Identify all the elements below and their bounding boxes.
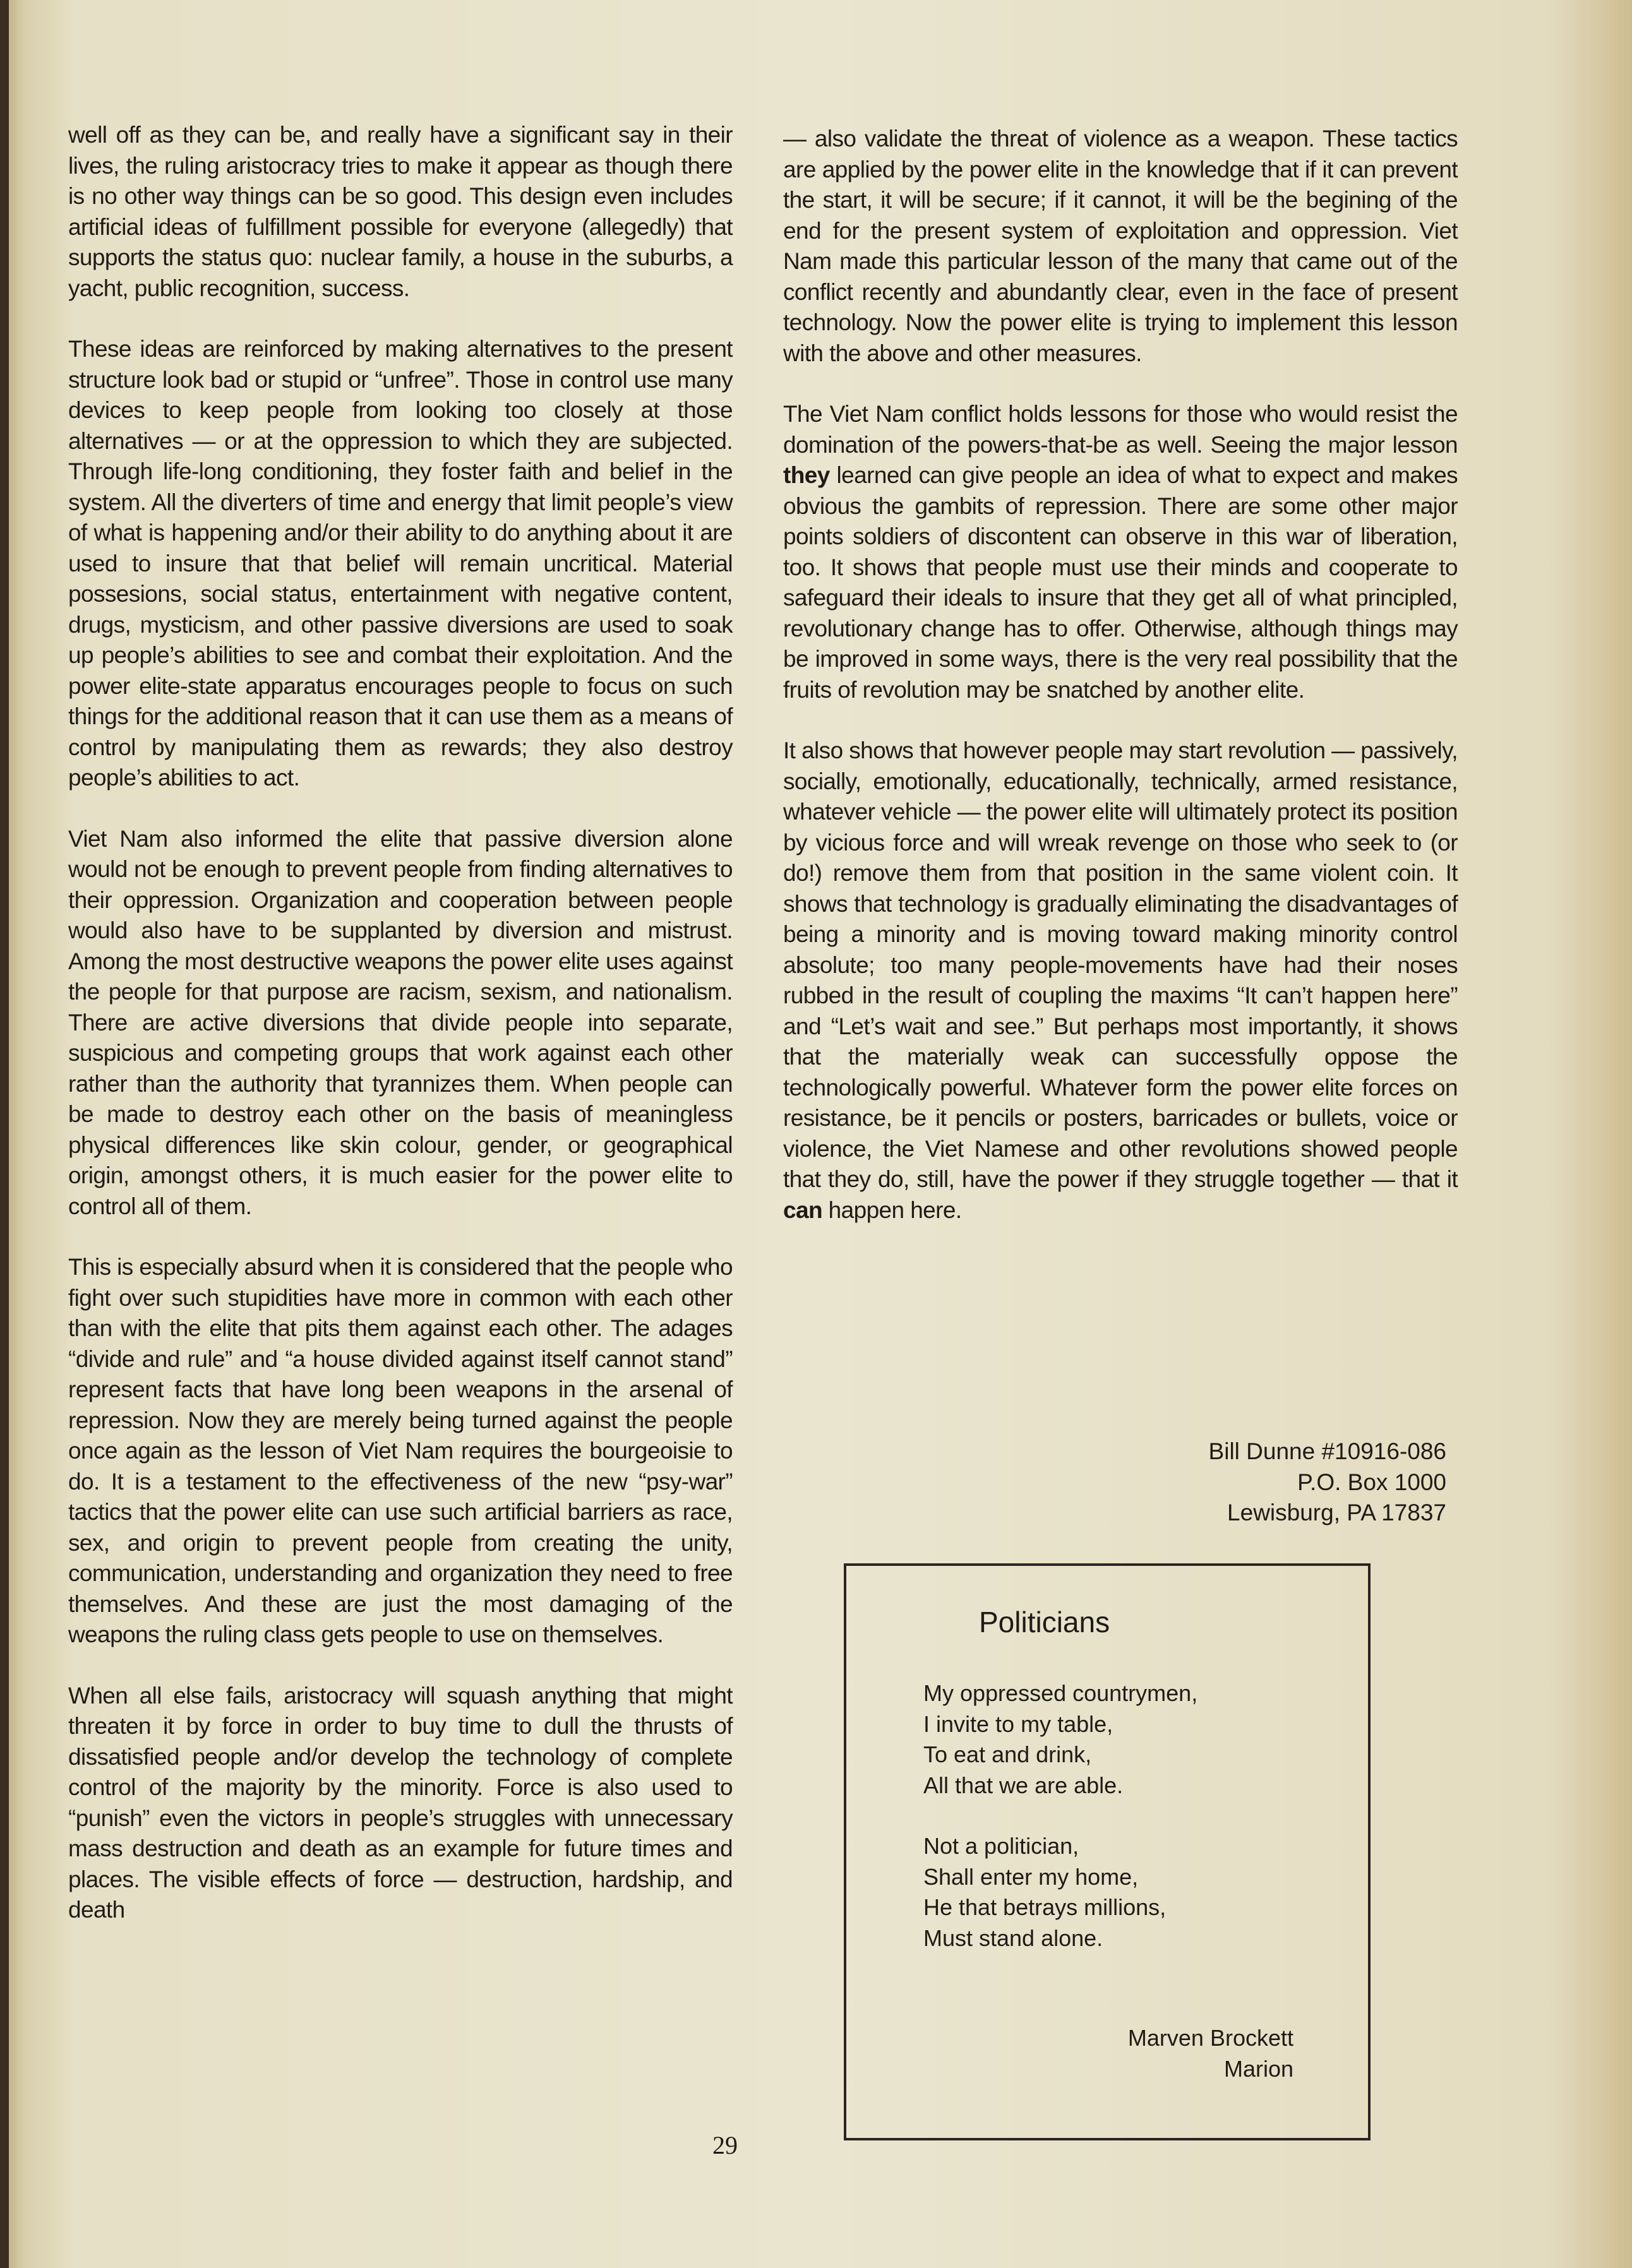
right-column [783,124,1458,1256]
poem-line: Must stand alone. [923,1925,1103,1951]
page-binding-edge [0,0,9,2268]
poem-line: To eat and drink, [923,1741,1092,1767]
emphasis: can [783,1197,822,1223]
paragraph: — also validate the threat of violence as a weapon. These tactics are applied by the power elite in the knowledge that if it can prevent the start, it will be secure; if it cannot, it will be the begining of the end for the present system of exploitation and oppression. Viet Nam made this particular lesson of the many that came out of the conflict recently and abundantly clear, even in the face of present technology. Now the power elite is trying to implement this lesson with the above and other measures. [783,126,1458,366]
text: It also shows that however people may start revolution — passively, socially, emotionally, educationally, technically, armed resistance, whatever vehicle — the power elite will ultimately protect its position by vicious force and will wreak revenge on those who seek to (or do!) remove them from that position in the same violent coin. It shows that technology is gradually eliminating the disadvantages of being a minority and is moving toward making minority control absolute; too many people-movements have had their noses rubbed in the result of coupling the maxims “It can’t happen here” and “Let’s wait and see.” But perhaps most importantly, it shows that the materially weak can successfully oppose the technologically powerful. Whatever form the power elite forces on resistance, be it pencils or posters, barricades or bullets, voice or violence, the Viet Namese and other revolutions showed people that they do, still, have the power if they struggle together — that it [783,737,1458,1192]
paragraph: These ideas are reinforced by making alternatives to the present structure look bad or stupid or “unfree”. Those in control use many devices to keep people from looking too closely at those alternatives — or at the oppression to which they are subjected. Through life-long conditioning, they foster faith and belief in the system. All the diverters of time and energy that limit people’s view of what is happening and/or their ability to do anything about it are used to insure that that belief will remain uncritical. Material possesions, social status, entertainment with negative content, drugs, mysticism, and other passive diversions are used to soak up people’s abilities to see and combat their exploitation. And the power elite-state apparatus encourages people to focus on such things for the additional reason that it can use them as a means of control by manipulating them as rewards; they also destroy people’s abilities to act. [68,336,733,791]
text: The Viet Nam conflict holds lessons for those who would resist the domination of the powers-that-be as well. Seeing the major lesson [783,401,1458,458]
author-location: Marion [1223,2055,1293,2082]
page-number: 29 [712,2131,738,2159]
address-line: P.O. Box 1000 [1297,1469,1446,1495]
poem-box [844,1563,1371,2140]
text: learned can give people an idea of what to expect and makes obvious the gambits of repression. There are some other major points soldiers of discontent can observe in this war of liberation, too. It shows that people must use their minds and cooperate to safeguard their ideals to insure that they get all of what principled, revolutionary change has to offer. Otherwise, although things may be improved in some ways, there is the very real possibility that the fruits of revolution may be snatched by another elite. [783,462,1458,703]
poem-author [1128,2023,1293,2084]
poem-stanza [923,1831,1166,1954]
paragraph: This is especially absurd when it is considered that the people who fight over such stupidities have more in common with each other than with the elite that pits them against each other. The adages “divide and rule” and “a house divided against itself cannot stand” represent facts that have long been weapons in the arsenal of repression. Now they are merely being turned against the people once again as the lesson of Viet Nam requires the bourgeoisie to do. It is a testament to the effectiveness of the new “psy-war” tactics that the power elite can use such artificial barriers as race, sex, and origin to prevent people from creating the unity, communication, understanding and organization they need to free themselves. And these are just the most damaging of the weapons the ruling class gets people to use on themselves. [68,1254,733,1647]
paragraph: When all else fails, aristocracy will squash anything that might threaten it by force in order to buy time to dull the thrusts of dissatisfied people and/or develop the technology of complete control of the majority by the minority. Force is also used to “punish” even the victors in people’s struggles with unnecessary mass destruction and death as an example for future times and places. The visible effects of force — destruction, hardship, and death [68,1682,733,1923]
text: happen here. [822,1197,962,1223]
paragraph: well off as they can be, and really have a significant say in their lives, the ruling aristocracy tries to make it appear as though there is no other way things can be so good. This design even includes artificial ideas of fulfillment possible for everyone (allegedly) that supports the status quo: nuclear family, a house in the suburbs, a yacht, public recognition, success. [68,122,733,301]
poem-line: My oppressed countrymen, [923,1680,1198,1706]
poem-line: He that betrays millions, [923,1894,1167,1920]
poem-line: All that we are able. [923,1772,1124,1798]
address-line: Bill Dunne #10916-086 [1208,1438,1446,1464]
paragraph [783,736,1458,1226]
address-line: Lewisburg, PA 17837 [1227,1500,1446,1525]
poem-line: Not a politician, [923,1833,1079,1859]
author-name: Marven Brockett [1127,2025,1293,2051]
poem-line: Shall enter my home, [923,1863,1139,1890]
emphasis: they [783,462,830,488]
poem-stanza [923,1678,1197,1801]
paragraph [783,399,1458,705]
paragraph: Viet Nam also informed the elite that passive diversion alone would not be enough to prevent people from finding alternatives to their oppression. Organization and cooperation between people would also have to be supplanted by diversion and mistrust. Among the most destructive weapons the power elite uses against the people for that purpose are racism, sexism, and nationalism. There are active diversions that divide people into separate, suspicious and competing groups that work against each other rather than the authority that tyrannizes them. When people can be made to destroy each other on the basis of meaningless physical differences like skin colour, gender, or geographical origin, amongst others, it is much easier for the power elite to control all of them. [68,825,733,1219]
left-column [68,120,733,1956]
author-address [1011,1436,1446,1529]
poem-title: Politicians [979,1606,1110,1638]
poem-line: I invite to my table, [923,1710,1113,1737]
